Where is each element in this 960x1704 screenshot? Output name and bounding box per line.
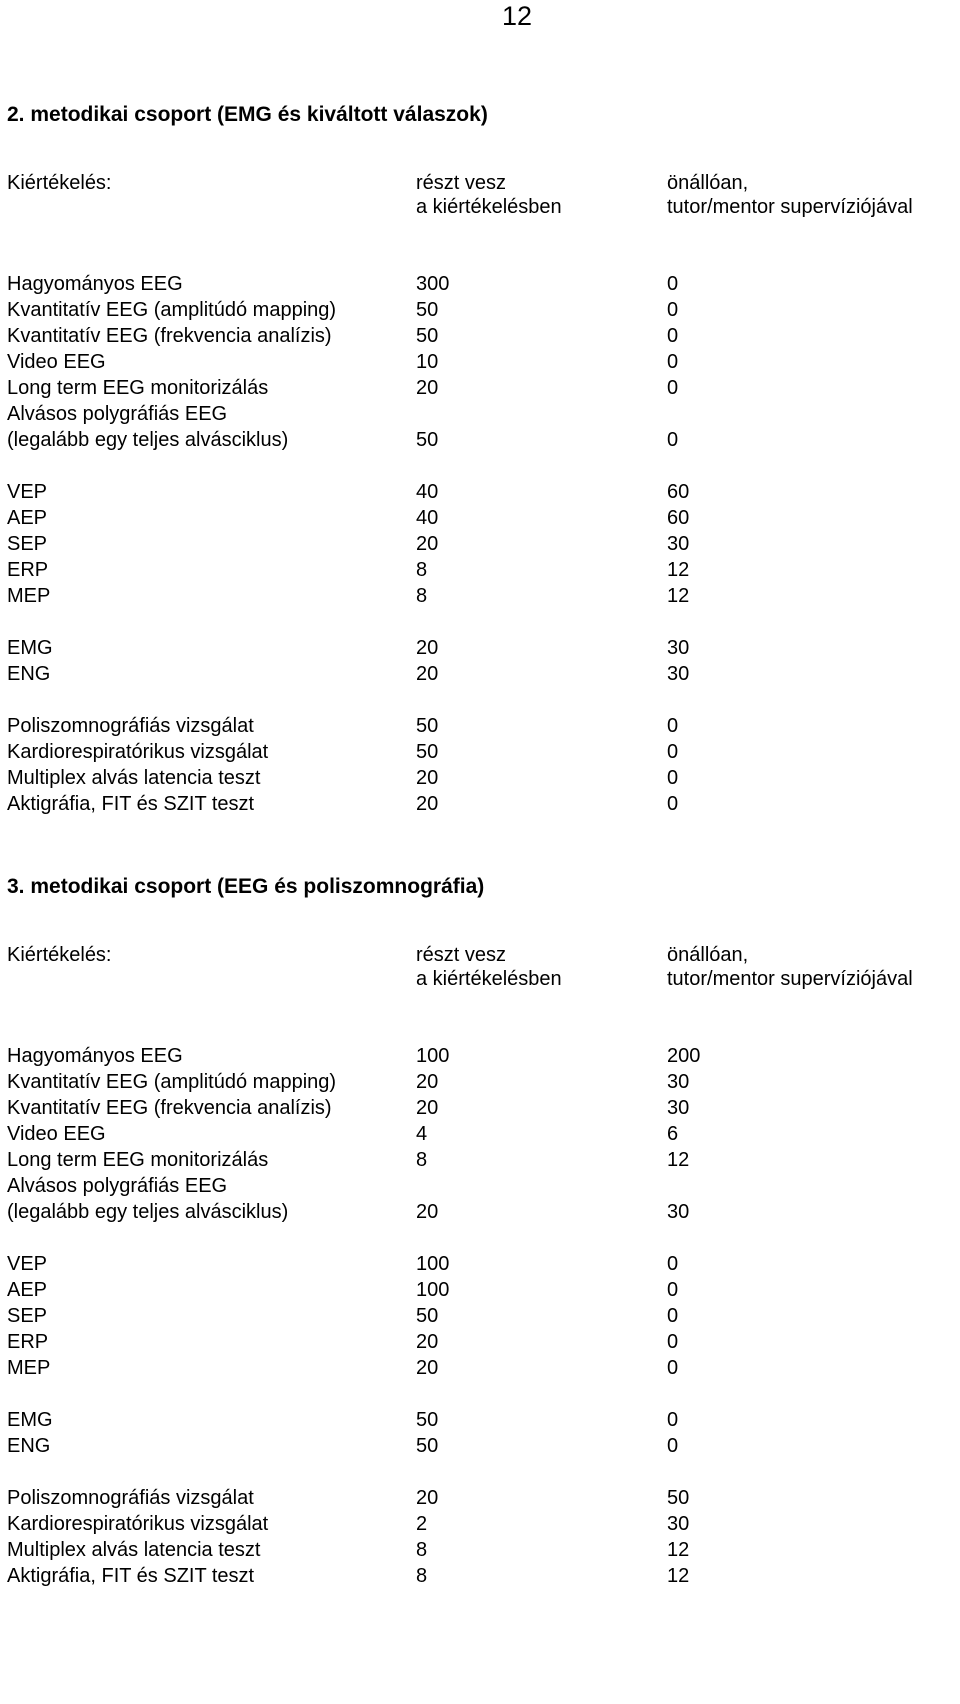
row-group — [7, 1485, 952, 1589]
column-header-participates — [416, 171, 562, 219]
table-row — [7, 1485, 952, 1511]
value-participates: 8 — [416, 559, 428, 581]
value-independent: 12 — [667, 1149, 690, 1171]
value-independent: 30 — [667, 1097, 690, 1119]
spacer — [7, 609, 952, 635]
value-independent: 0 — [667, 1331, 679, 1353]
row-name-line: Alvásos polygráfiás EEG — [7, 1175, 228, 1197]
row-name: Multiplex alvás latencia teszt — [7, 767, 261, 789]
evaluation-header — [7, 943, 952, 991]
value-independent: 30 — [667, 533, 690, 555]
value-participates: 20 — [416, 1487, 439, 1509]
table-row — [7, 1537, 952, 1563]
table-row — [7, 1277, 952, 1303]
table-row — [7, 323, 952, 349]
spacer — [7, 453, 952, 479]
value-participates: 50 — [416, 325, 439, 347]
value-participates: 50 — [416, 429, 439, 451]
value-participates: 10 — [416, 351, 439, 373]
column-header-line: a kiértékelésben — [416, 968, 562, 990]
table-row — [7, 1095, 952, 1121]
column-header-line: tutor/mentor supervíziójával — [667, 196, 913, 218]
row-group — [7, 1043, 952, 1225]
table-row — [7, 635, 952, 661]
row-name: Multiplex alvás latencia teszt — [7, 1539, 261, 1561]
value-participates: 20 — [416, 1097, 439, 1119]
value-participates: 300 — [416, 273, 450, 295]
value-participates: 20 — [416, 1331, 439, 1353]
value-independent: 0 — [667, 377, 679, 399]
page-number: 12 — [502, 1, 533, 31]
table-row — [7, 1147, 952, 1173]
value-independent: 60 — [667, 507, 690, 529]
row-name: VEP — [7, 481, 48, 503]
evaluation-header — [7, 171, 952, 219]
table-row — [7, 479, 952, 505]
row-name: Aktigráfia, FIT és SZIT teszt — [7, 793, 255, 815]
table-row — [7, 271, 952, 297]
row-group — [7, 635, 952, 687]
column-header-line: önállóan, — [667, 172, 749, 194]
row-group — [7, 271, 952, 453]
table-row — [7, 1303, 952, 1329]
value-independent: 0 — [667, 299, 679, 321]
table-row — [7, 349, 952, 375]
spacer — [7, 687, 952, 713]
column-header-line: részt vesz — [416, 944, 507, 966]
value-participates: 50 — [416, 1435, 439, 1457]
row-name: AEP — [7, 1279, 48, 1301]
value-participates: 8 — [416, 1149, 428, 1171]
row-group — [7, 1407, 952, 1459]
table-row — [7, 791, 952, 817]
row-name: ENG — [7, 1435, 51, 1457]
spacer — [7, 245, 952, 271]
value-independent: 60 — [667, 481, 690, 503]
row-name: SEP — [7, 1305, 48, 1327]
table-row — [7, 1355, 952, 1381]
value-independent: 30 — [667, 1201, 690, 1223]
evaluation-label: Kiértékelés: — [7, 944, 112, 966]
value-participates: 20 — [416, 377, 439, 399]
value-participates: 20 — [416, 663, 439, 685]
value-participates: 100 — [416, 1279, 450, 1301]
row-name: Poliszomnográfiás vizsgálat — [7, 715, 254, 737]
table-row — [7, 765, 952, 791]
value-independent: 0 — [667, 793, 679, 815]
row-name: Hagyományos EEG — [7, 1045, 183, 1067]
row-name: ENG — [7, 663, 51, 685]
table-row — [7, 375, 952, 401]
row-name — [7, 401, 288, 453]
value-participates: 40 — [416, 481, 439, 503]
table-row — [7, 401, 952, 453]
section-2 — [7, 103, 952, 817]
row-name: Video EEG — [7, 351, 106, 373]
value-independent: 12 — [667, 585, 690, 607]
value-independent: 0 — [667, 1305, 679, 1327]
row-name-line: (legalább egy teljes alvásciklus) — [7, 429, 289, 451]
table-row — [7, 583, 952, 609]
value-independent: 0 — [667, 351, 679, 373]
value-independent: 0 — [667, 1357, 679, 1379]
table-row — [7, 1121, 952, 1147]
value-participates: 50 — [416, 741, 439, 763]
row-name: Kvantitatív EEG (amplitúdó mapping) — [7, 1071, 337, 1093]
value-participates: 50 — [416, 1305, 439, 1327]
value-participates: 20 — [416, 793, 439, 815]
value-independent: 200 — [667, 1045, 701, 1067]
section-title: 2. metodikai csoport (EMG és kiváltott válaszok) — [7, 103, 488, 126]
row-name: EMG — [7, 1409, 53, 1431]
table-row — [7, 1407, 952, 1433]
value-participates: 20 — [416, 637, 439, 659]
row-name: SEP — [7, 533, 48, 555]
column-header-line: részt vesz — [416, 172, 507, 194]
value-participates: 50 — [416, 715, 439, 737]
table-row — [7, 1329, 952, 1355]
table-row — [7, 531, 952, 557]
value-participates: 50 — [416, 299, 439, 321]
value-independent: 0 — [667, 715, 679, 737]
table-row — [7, 505, 952, 531]
row-name: Hagyományos EEG — [7, 273, 183, 295]
row-group — [7, 479, 952, 609]
value-participates: 20 — [416, 1201, 439, 1223]
row-name: AEP — [7, 507, 48, 529]
value-participates: 4 — [416, 1123, 428, 1145]
value-participates: 20 — [416, 1071, 439, 1093]
value-independent: 0 — [667, 325, 679, 347]
value-independent: 30 — [667, 1071, 690, 1093]
value-participates: 2 — [416, 1513, 428, 1535]
value-participates: 20 — [416, 533, 439, 555]
row-name: Kvantitatív EEG (frekvencia analízis) — [7, 1097, 332, 1119]
spacer — [7, 1017, 952, 1043]
value-independent: 30 — [667, 637, 690, 659]
row-name-line: (legalább egy teljes alvásciklus) — [7, 1201, 289, 1223]
value-independent: 12 — [667, 1539, 690, 1561]
row-name: Aktigráfia, FIT és SZIT teszt — [7, 1565, 255, 1587]
section-title: 3. metodikai csoport (EEG és poliszomnográfia) — [7, 875, 485, 898]
table-row — [7, 661, 952, 687]
value-independent: 0 — [667, 429, 679, 451]
row-name: VEP — [7, 1253, 48, 1275]
row-name: Long term EEG monitorizálás — [7, 377, 269, 399]
value-independent: 0 — [667, 1253, 679, 1275]
row-name: Kardiorespiratórikus vizsgálat — [7, 741, 269, 763]
value-participates: 8 — [416, 585, 428, 607]
row-name: Video EEG — [7, 1123, 106, 1145]
value-independent: 0 — [667, 273, 679, 295]
value-participates: 8 — [416, 1565, 428, 1587]
row-name: Poliszomnográfiás vizsgálat — [7, 1487, 254, 1509]
section-3 — [7, 875, 952, 1589]
row-name: Kvantitatív EEG (amplitúdó mapping) — [7, 299, 337, 321]
value-independent: 6 — [667, 1123, 679, 1145]
value-participates: 20 — [416, 1357, 439, 1379]
spacer — [7, 219, 952, 245]
column-header-participates — [416, 943, 562, 991]
value-independent: 30 — [667, 1513, 690, 1535]
row-group — [7, 713, 952, 817]
value-participates: 50 — [416, 1409, 439, 1431]
row-name: ERP — [7, 559, 49, 581]
table-row — [7, 1433, 952, 1459]
value-participates: 100 — [416, 1253, 450, 1275]
table-row — [7, 297, 952, 323]
value-participates: 8 — [416, 1539, 428, 1561]
spacer — [7, 1459, 952, 1485]
value-independent: 30 — [667, 663, 690, 685]
table-row — [7, 557, 952, 583]
evaluation-label: Kiértékelés: — [7, 172, 112, 194]
row-name — [7, 1173, 288, 1225]
row-name: EMG — [7, 637, 53, 659]
column-header-line: önállóan, — [667, 944, 749, 966]
value-independent: 0 — [667, 767, 679, 789]
value-participates: 100 — [416, 1045, 450, 1067]
row-group — [7, 1251, 952, 1381]
table-row — [7, 1069, 952, 1095]
spacer — [7, 1381, 952, 1407]
value-independent: 12 — [667, 559, 690, 581]
column-header-line: a kiértékelésben — [416, 196, 562, 218]
row-name: Long term EEG monitorizálás — [7, 1149, 269, 1171]
row-name-line: Alvásos polygráfiás EEG — [7, 403, 228, 425]
spacer — [7, 1225, 952, 1251]
row-name: MEP — [7, 1357, 51, 1379]
value-independent: 0 — [667, 741, 679, 763]
column-header-line: tutor/mentor supervíziójával — [667, 968, 913, 990]
value-independent: 50 — [667, 1487, 690, 1509]
table-row — [7, 1511, 952, 1537]
spacer — [7, 991, 952, 1017]
row-name: MEP — [7, 585, 51, 607]
table-row — [7, 1563, 952, 1589]
column-header-independent — [667, 943, 913, 991]
table-row — [7, 713, 952, 739]
row-name: Kvantitatív EEG (frekvencia analízis) — [7, 325, 332, 347]
value-participates: 40 — [416, 507, 439, 529]
table-row — [7, 1251, 952, 1277]
column-header-independent — [667, 171, 913, 219]
value-participates: 20 — [416, 767, 439, 789]
value-independent: 0 — [667, 1409, 679, 1431]
value-independent: 0 — [667, 1435, 679, 1457]
table-row — [7, 1173, 952, 1225]
value-independent: 12 — [667, 1565, 690, 1587]
value-independent: 0 — [667, 1279, 679, 1301]
row-name: Kardiorespiratórikus vizsgálat — [7, 1513, 269, 1535]
row-name: ERP — [7, 1331, 49, 1353]
table-row — [7, 1043, 952, 1069]
table-row — [7, 739, 952, 765]
